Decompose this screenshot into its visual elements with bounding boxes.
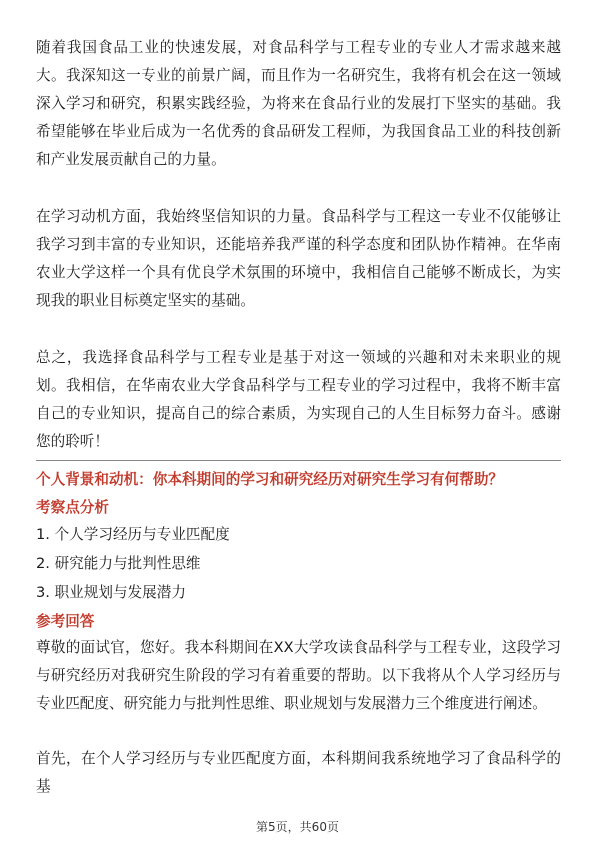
interview-question: 个人背景和动机：你本科期间的学习和研究经历对研究生学习有何帮助？ xyxy=(36,471,504,488)
document-body xyxy=(36,34,561,801)
section-divider xyxy=(36,460,561,461)
page-number-footer: 第5页，共60页 xyxy=(256,820,339,834)
list-item: 1. 个人学习经历与专业匹配度 xyxy=(36,526,230,543)
analysis-list xyxy=(36,520,561,607)
reference-answer-heading: 参考回答 xyxy=(36,613,95,630)
analysis-heading: 考察点分析 xyxy=(36,499,109,516)
answer-paragraph: 首先，在个人学习经历与专业匹配度方面，本科期间我系统地学习了食品科学的基 xyxy=(36,750,561,795)
body-paragraph: 在学习动机方面，我始终坚信知识的力量。食品科学与工程这一专业不仅能够让我学习到丰富的专业知识，还能培养我严谨的科学态度和团队协作精神。在华南农业大学这样一个具有优良学术氛围的环境中，我相信自己能够不断成长，为实现我的职业目标奠定坚实的基础。 xyxy=(36,208,561,309)
answer-paragraph: 尊敬的面试官，您好。我本科期间在XX大学攻读食品科学与工程专业，这段学习与研究经历对我研究生阶段的学习有着重要的帮助。以下我将从个人学习经历与专业匹配度、研究能力与批判性思维、职业规划与发展潜力三个维度进行阐述。 xyxy=(36,639,561,712)
list-item: 3. 职业规划与发展潜力 xyxy=(36,584,186,601)
list-item: 2. 研究能力与批判性思维 xyxy=(36,555,201,572)
body-paragraph: 总之，我选择食品科学与工程专业是基于对这一领域的兴趣和对未来职业的规划。我相信，在华南农业大学食品科学与工程专业的学习过程中，我将不断丰富自己的专业知识，提高自己的综合素质，为实现自己的人生目标努力奋斗。感谢您的聆听！ xyxy=(36,349,561,450)
body-paragraph: 随着我国食品工业的快速发展，对食品科学与工程专业的专业人才需求越来越大。我深知这一专业的前景广阔，而且作为一名研究生，我将有机会在这一领域深入学习和研究，积累实践经验，为将来在食品行业的发展打下坚实的基础。我希望能够在毕业后成为一名优秀的食品研发工程师，为我国食品工业的科技创新和产业发展贡献自己的力量。 xyxy=(36,39,561,168)
